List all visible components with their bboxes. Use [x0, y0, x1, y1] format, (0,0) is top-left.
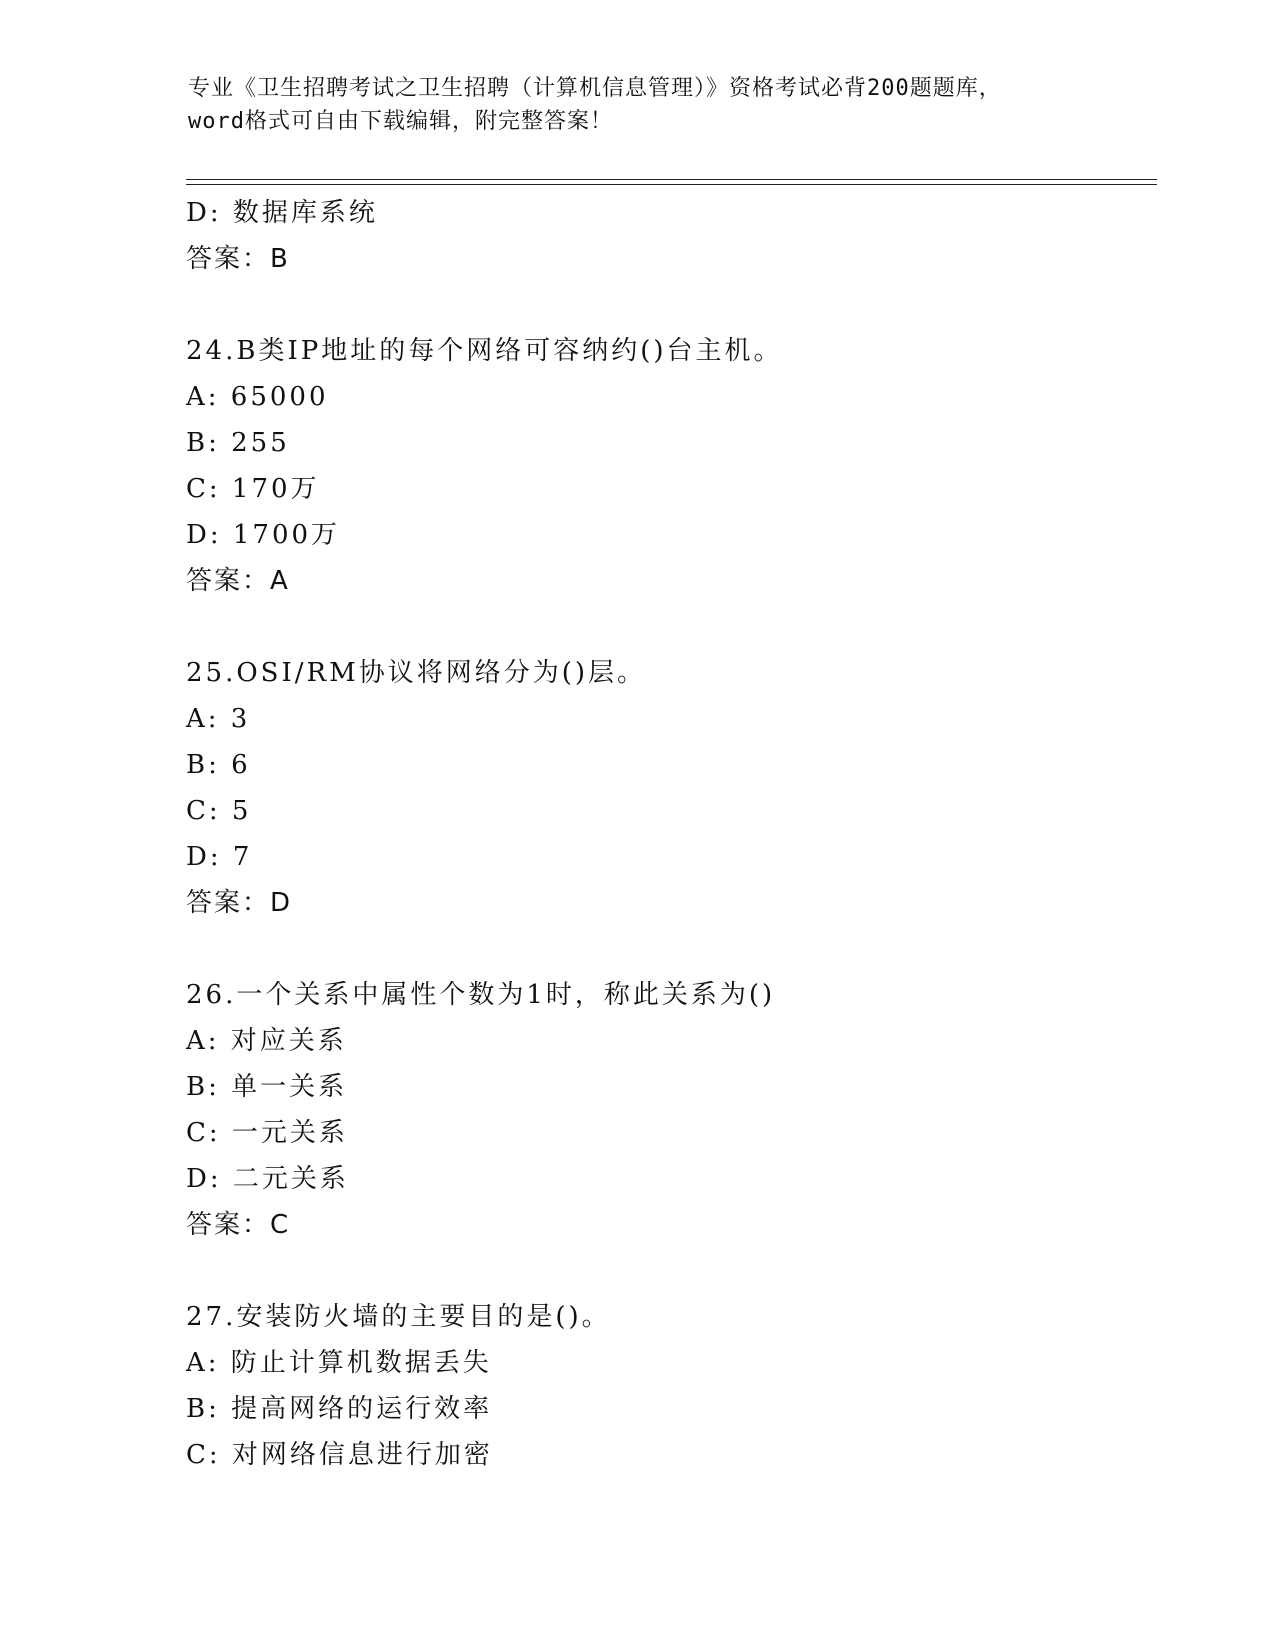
question-24-answer: 答案：A: [186, 566, 290, 596]
option-d: D: 数据库系统: [186, 198, 378, 228]
question-27-option-a: A: 防止计算机数据丢失: [186, 1348, 492, 1378]
question-26-option-c: C: 一元关系: [186, 1118, 348, 1148]
header-title-line-1: 专业《卫生招聘考试之卫生招聘（计算机信息管理）》资格考试必背200题题库，: [188, 76, 1002, 101]
spacer: [186, 604, 1166, 650]
document-body: [186, 190, 1166, 1478]
question-25-answer: 答案：D: [186, 888, 293, 918]
question-27-option-c: C: 对网络信息进行加密: [186, 1440, 493, 1470]
question-25-option-a: A: 3: [186, 704, 251, 734]
question-25-option-b: B: 6: [186, 750, 251, 780]
answer-line: 答案：B: [186, 244, 290, 274]
header-divider-top: [186, 179, 1157, 180]
question-27-option-b: B: 提高网络的运行效率: [186, 1394, 493, 1424]
spacer: [186, 282, 1166, 328]
spacer: [186, 926, 1166, 972]
question-26-option-a: A: 对应关系: [186, 1026, 347, 1056]
question-25-option-d: D: 7: [186, 842, 253, 872]
question-24-option-c: C: 170万: [186, 474, 320, 504]
question-24-option-d: D: 1700万: [186, 520, 341, 550]
question-25-option-c: C: 5: [186, 796, 252, 826]
header-title-line-2: word格式可自由下载编辑，附完整答案！: [188, 109, 613, 134]
question-stem-26: 26.一个关系中属性个数为1时，称此关系为(): [186, 980, 776, 1010]
spacer: [186, 1248, 1166, 1294]
question-stem-25: 25.OSI/RM协议将网络分为()层。: [186, 658, 646, 688]
question-stem-24: 24.B类IP地址的每个网络可容纳约()台主机。: [186, 336, 783, 366]
question-26-option-b: B: 单一关系: [186, 1072, 348, 1102]
header-divider-bottom: [186, 184, 1157, 185]
question-26-option-d: D: 二元关系: [186, 1164, 349, 1194]
question-24-option-a: A: 65000: [186, 382, 329, 412]
question-26-answer: 答案：C: [186, 1210, 291, 1240]
document-header: [188, 72, 1088, 138]
question-stem-27: 27.安装防火墙的主要目的是()。: [186, 1302, 611, 1332]
question-24-option-b: B: 255: [186, 428, 290, 458]
